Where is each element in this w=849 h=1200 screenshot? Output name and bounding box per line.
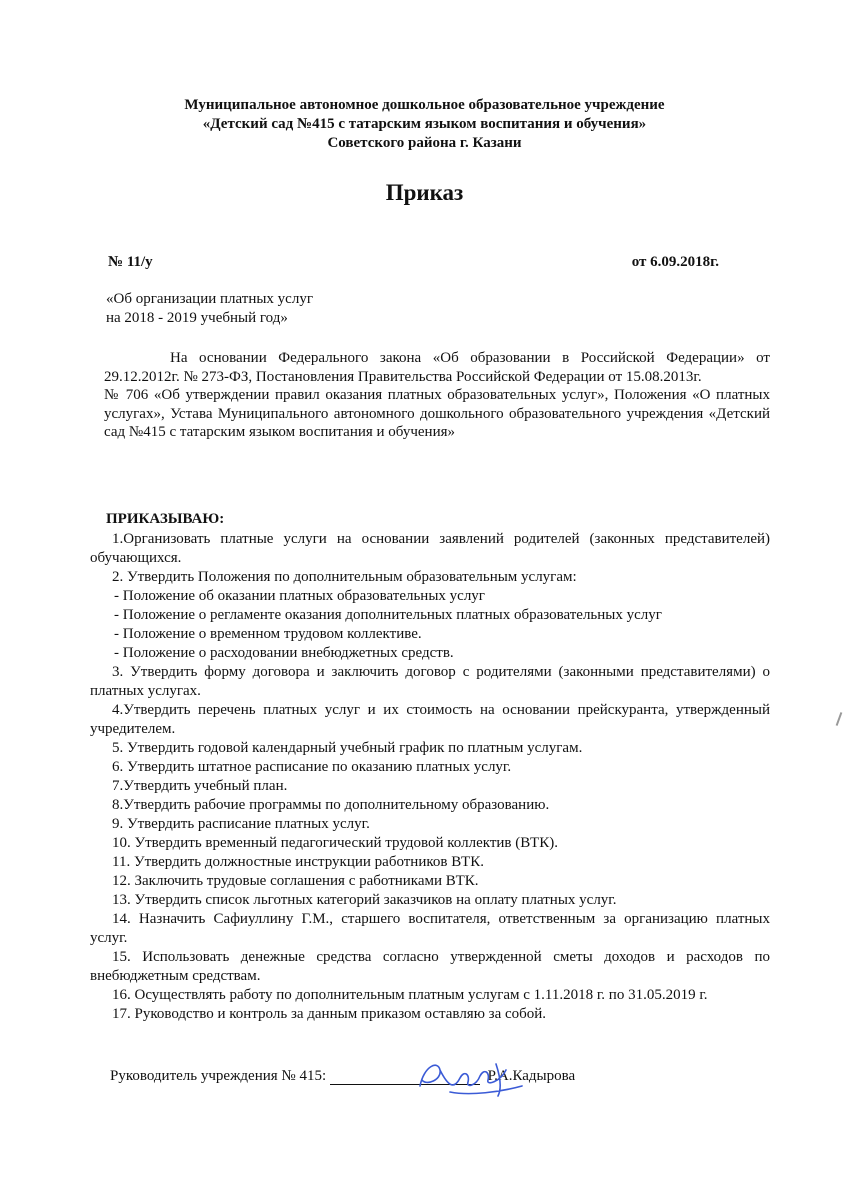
order-item-12: 12. Заключить трудовые соглашения с работниками ВТК. bbox=[112, 873, 479, 889]
subject-line-1: «Об организации платных услуг bbox=[106, 291, 313, 307]
order-item-8: 8.Утвердить рабочие программы по дополнительному образованию. bbox=[112, 797, 550, 813]
preamble bbox=[104, 349, 770, 442]
order-item-17: 17. Руководство и контроль за данным приказом оставляю за собой. bbox=[112, 1006, 547, 1022]
header-line-3: Советского района г. Казани bbox=[327, 135, 522, 151]
order-item-3: 3. Утвердить форму договора и заключить договор с родителями (законными представителями) о платных услугах. bbox=[90, 664, 770, 699]
institution-header bbox=[0, 96, 849, 153]
order-item-14: 14. Назначить Сафиуллину Г.М., старшего воспитателя, ответственным за организацию платных услуг. bbox=[90, 911, 770, 946]
order-item-13: 13. Утвердить список льготных категорий заказчиков на оплату платных услуг. bbox=[112, 892, 617, 908]
order-items bbox=[90, 530, 770, 1024]
order-item-7: 7.Утвердить учебный план. bbox=[112, 778, 288, 794]
header-line-2: «Детский сад №415 с татарским языком воспитания и обучения» bbox=[202, 116, 647, 132]
document-title: Приказ bbox=[385, 180, 464, 205]
signatory-name: Р.А.Кадырова bbox=[487, 1068, 576, 1084]
order-item-6: 6. Утвердить штатное расписание по оказанию платных услуг. bbox=[112, 759, 512, 775]
order-heading: ПРИКАЗЫВАЮ: bbox=[106, 511, 225, 527]
order-item-16: 16. Осуществлять работу по дополнительным платным услугам с 1.11.2018 г. по 31.05.2019 г. bbox=[112, 987, 708, 1003]
order-date: от 6.09.2018г. bbox=[631, 254, 719, 270]
order-subitem-2d: - Положение о расходовании внебюджетных средств. bbox=[114, 645, 454, 661]
scan-artifact bbox=[836, 712, 843, 726]
order-subitem-2a: - Положение об оказании платных образовательных услуг bbox=[114, 588, 485, 604]
preamble-paragraph-2: № 706 «Об утверждении правил оказания платных образовательных услуг», Положения «О платных услугах», Устава Муниципального автономного дошкольного образовательного учреждения «Детский сад №415 с татарским языком воспитания и обучения» bbox=[104, 387, 770, 440]
handwritten-signature-icon bbox=[410, 1056, 530, 1100]
order-item-2: 2. Утвердить Положения по дополнительным образовательным услугам: bbox=[112, 569, 577, 585]
order-item-11: 11. Утвердить должностные инструкции работников ВТК. bbox=[112, 854, 484, 870]
order-subitem-2c: - Положение о временном трудовом коллективе. bbox=[114, 626, 422, 642]
order-item-1: 1.Организовать платные услуги на основании заявлений родителей (законных представителей) обучающихся. bbox=[90, 531, 770, 566]
order-subject bbox=[106, 290, 313, 328]
preamble-paragraph-1: На основании Федерального закона «Об образовании в Российской Федерации» от 29.12.2012г. № 273-ФЗ, Постановления Правительства Российской Федерации от 15.08.2013г. bbox=[104, 350, 770, 385]
header-line-1: Муниципальное автономное дошкольное образовательное учреждение bbox=[184, 97, 665, 113]
order-subitem-2b: - Положение о регламенте оказания дополнительных платных образовательных услуг bbox=[114, 607, 662, 623]
signature-label: Руководитель учреждения № 415: bbox=[110, 1068, 327, 1084]
order-item-5: 5. Утвердить годовой календарный учебный график по платным услугам. bbox=[112, 740, 583, 756]
order-item-15: 15. Использовать денежные средства согласно утвержденной сметы доходов и расходов по внебюджетным средствам. bbox=[90, 949, 770, 984]
order-item-4: 4.Утвердить перечень платных услуг и их стоимость на основании прейскуранта, утвержденный учредителем. bbox=[90, 702, 770, 737]
subject-line-2: на 2018 - 2019 учебный год» bbox=[106, 310, 288, 326]
order-number: № 11/у bbox=[108, 254, 153, 270]
order-item-9: 9. Утвердить расписание платных услуг. bbox=[112, 816, 370, 832]
order-item-10: 10. Утвердить временный педагогический трудовой коллектив (ВТК). bbox=[112, 835, 558, 851]
